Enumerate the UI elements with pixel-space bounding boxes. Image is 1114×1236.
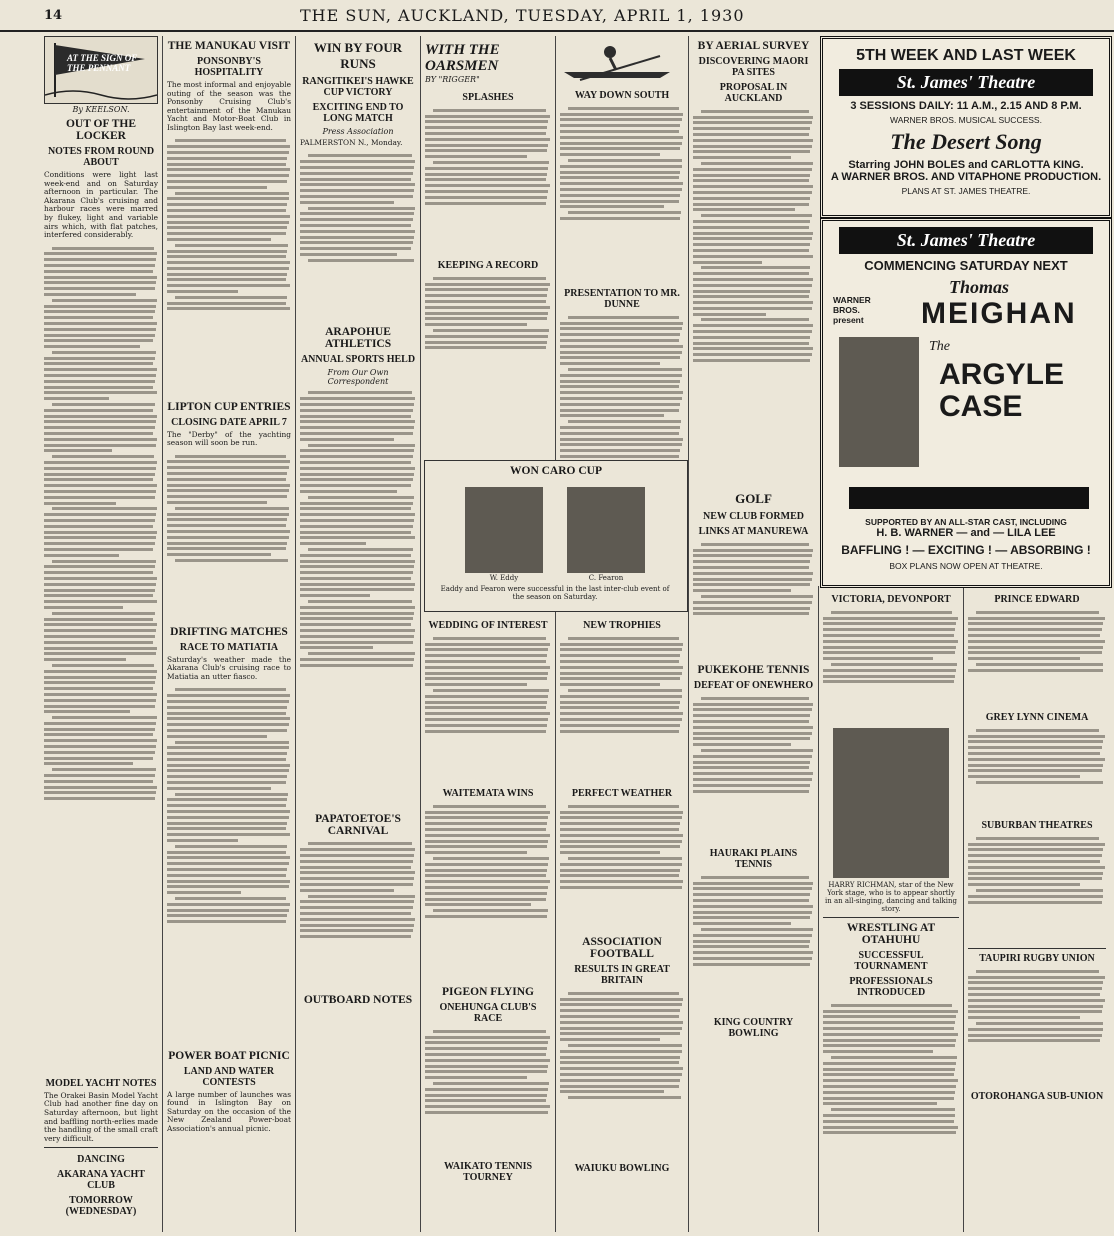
headline: PAPATOETOE'S CARNIVAL	[315, 812, 401, 837]
column-1	[44, 36, 158, 1232]
headline: OUTBOARD NOTES	[303, 993, 413, 1006]
page-number: 14	[44, 8, 63, 23]
column-rule	[162, 36, 163, 1232]
column-3	[300, 36, 416, 1232]
subheadline: LAND AND WATER CONTESTS	[183, 1065, 275, 1088]
column-7	[823, 590, 959, 1230]
article-body-block	[425, 106, 551, 256]
headline: THE MANUKAU VISIT	[167, 40, 291, 52]
article-body-block	[693, 694, 814, 844]
subheadline: ONEHUNGA CLUB'S RACE	[439, 1002, 537, 1024]
subheadline: NOTES FROM ROUND ABOUT	[47, 146, 155, 168]
column-8	[968, 590, 1106, 1230]
column-6	[693, 36, 814, 1232]
caro-cup-feature	[424, 460, 688, 612]
presents: WARNER BROS. MUSICAL SUCCESS.	[890, 115, 1042, 125]
article-body-block	[560, 634, 684, 784]
theatre-name: St. James' Theatre	[839, 227, 1093, 254]
article-body-block	[968, 608, 1106, 708]
notice-heading: DANCING	[77, 1154, 125, 1166]
article-text: Conditions were light last week-end and on Saturday afternoon in particular. The Akarana Club's cruising and harbour races were marred by flukey, light and variable airs which, with flat patches, interfered considerably.	[44, 170, 158, 240]
star-first: Thomas	[949, 277, 1010, 297]
headline: LIPTON CUP ENTRIES	[167, 400, 291, 413]
article-body-block	[693, 540, 814, 660]
column-rule	[688, 36, 689, 1232]
subheadline: PONSONBY'S HOSPITALITY	[194, 56, 264, 78]
headline: WAIKATO TENNIS TOURNEY	[443, 1161, 533, 1183]
column-rule	[555, 36, 556, 1232]
photo-caption: HARRY RICHMAN, star of the New York stage, who is to appear shortly in an all-singing, dancing and talking story.	[824, 881, 957, 913]
film-title: The Desert Song	[890, 129, 1042, 154]
pennant-logo-text: AT THE SIGN OF THE PENNANT	[67, 53, 138, 73]
headline: OUT OF THE LOCKER	[65, 118, 137, 142]
subheadline: PROFESSIONALS INTRODUCED	[849, 976, 933, 998]
feature-caption: Eaddy and Fearon were successful in the last inter-club event of the season on Saturday.	[440, 585, 670, 601]
dateline: From Our Own Correspondent	[327, 367, 389, 386]
photo-caption: C. Fearon	[588, 574, 624, 582]
article-body-block	[425, 802, 551, 982]
headline: PUKEKOHE TENNIS	[697, 664, 810, 676]
headline: KEEPING A RECORD	[437, 260, 539, 271]
oarsmen-logo-text: WITH THE OARSMEN	[425, 42, 500, 74]
photo-harry-richman	[833, 728, 949, 878]
article-body-block	[425, 1027, 551, 1157]
article-text: A large number of launches was found in Islington Bay on Saturday on the occasion of the New Zealand Power-boat Association's annual picnic.	[167, 1089, 291, 1133]
headline: WRESTLING AT OTAHUHU	[823, 917, 959, 946]
article-body-block	[693, 873, 814, 1013]
photo-fearon	[567, 487, 645, 573]
oarsmen-logo	[425, 36, 551, 88]
star-last: MEIGHAN	[921, 297, 1077, 330]
photo-eddy	[465, 487, 543, 573]
headline: NEW TROPHIES	[583, 620, 661, 631]
theatre-name: St. James' Theatre	[839, 69, 1093, 96]
article-body-block	[300, 389, 416, 809]
headline: OTOROHANGA SUB-UNION	[970, 1091, 1104, 1102]
headline: DRIFTING MATCHES	[170, 625, 288, 638]
subheadline: NEW CLUB FORMED	[703, 511, 804, 522]
column-rule	[818, 586, 819, 1232]
headline: WON CARO CUP	[510, 465, 602, 477]
notice-org: AKARANA YACHT CLUB	[57, 1169, 145, 1192]
subheadline: DISCOVERING MAORI PA SITES	[698, 56, 809, 78]
article-body-block	[823, 1001, 959, 1201]
ad-desert-song	[820, 36, 1112, 218]
subheadline: ANNUAL SPORTS HELD	[300, 353, 416, 365]
article-body-block	[968, 967, 1106, 1087]
article-body-block	[44, 244, 158, 1074]
subheadline: RACE TO MATIATIA	[179, 641, 279, 653]
column-rule	[420, 36, 421, 1232]
headline: PRESENTATION TO MR. DUNNE	[564, 288, 680, 310]
pennant-logo	[44, 36, 158, 104]
headline: PRINCE EDWARD	[994, 594, 1080, 605]
subheadline: DEFEAT OF ONEWHERO	[693, 680, 814, 691]
column-rule	[963, 586, 964, 1232]
headline: WIN BY FOUR RUNS	[313, 40, 403, 71]
article-body-block	[693, 107, 814, 487]
byline: By KEELSON.	[72, 105, 130, 114]
dancing-notice	[44, 1147, 158, 1217]
masthead-title: THE SUN, AUCKLAND, TUESDAY, APRIL 1, 1930	[300, 6, 745, 25]
column-4-lower	[425, 616, 551, 1232]
subheadline: RANGITIKEI'S HAWKE CUP VICTORY	[302, 76, 414, 98]
headline: HAURAKI PLAINS TENNIS	[709, 848, 798, 870]
article-body-block	[167, 452, 291, 622]
portrait-meighan	[839, 337, 919, 467]
headline: WEDDING OF INTEREST	[428, 620, 548, 631]
article-body-block	[167, 137, 291, 397]
headline: ASSOCIATION FOOTBALL	[582, 936, 662, 960]
ad-banner: 5TH WEEK AND LAST WEEK	[856, 47, 1076, 64]
supported: SUPPORTED BY AN ALL-STAR CAST, INCLUDING	[865, 517, 1067, 527]
headline: WAITEMATA WINS	[442, 788, 534, 799]
headline: KING COUNTRY BOWLING	[713, 1017, 794, 1039]
article-text: PALMERSTON N., Monday.	[300, 138, 403, 147]
article-text: The most informal and enjoyable outing of the season was the Ponsonby Cruising Club's entertainment of the Manukau Yacht and Motor-Boat Club in Islington Bay last week-end.	[167, 80, 291, 132]
subheadline: SUCCESSFUL TOURNAMENT	[854, 950, 928, 972]
article-text: The "Derby" of the yachting season will soon be run.	[167, 429, 291, 448]
byline: BY "RIGGER"	[425, 75, 480, 84]
vitaphone-banner	[849, 487, 1089, 509]
article-body-block	[300, 840, 416, 990]
article-body-block	[823, 608, 959, 728]
headline: SUBURBAN THEATRES	[981, 820, 1093, 831]
article-body-block	[560, 989, 684, 1159]
article-body-block	[300, 152, 416, 322]
box-plans: BOX PLANS NOW OPEN AT THEATRE.	[889, 561, 1043, 571]
headline: MODEL YACHT NOTES	[45, 1077, 157, 1089]
film-article: The	[929, 339, 950, 354]
headline: BY AERIAL SURVEY	[697, 40, 810, 52]
photo-caption: W. Eddy	[489, 574, 519, 582]
subheadline: RESULTS IN GREAT BRITAIN	[574, 964, 670, 986]
subheadline: LINKS AT MANUREWA	[698, 526, 809, 537]
column-2	[167, 36, 291, 1232]
headline: WAY DOWN SOUTH	[574, 90, 670, 101]
rower-illustration-icon	[560, 36, 680, 82]
stars: Starring JOHN BOLES and CARLOTTA KING.	[848, 159, 1084, 171]
subheadline: CLOSING DATE APRIL 7	[171, 416, 287, 428]
column-5-lower	[560, 616, 684, 1232]
article-body-block	[968, 834, 1106, 944]
headline: TAUPIRI RUGBY UNION	[968, 948, 1106, 964]
headline: ARAPOHUE ATHLETICS	[324, 325, 392, 350]
headline: POWER BOAT PICNIC	[168, 1049, 290, 1062]
article-body-block	[560, 104, 684, 284]
ad-argyle-case	[820, 218, 1112, 588]
headline: VICTORIA, DEVONPORT	[831, 594, 951, 605]
ad-artwork	[829, 277, 1103, 513]
plans: PLANS AT ST. JAMES THEATRE.	[901, 186, 1031, 196]
sessions: 3 SESSIONS DAILY: 11 A.M., 2.15 AND 8 P.M.	[850, 100, 1082, 112]
article-body-block	[425, 274, 551, 394]
presenter: WARNER BROS. present	[833, 295, 871, 325]
production: A WARNER BROS. AND VITAPHONE PRODUCTION.	[830, 171, 1102, 183]
headline: SPLASHES	[462, 92, 514, 103]
notice-day: TOMORROW (WEDNESDAY)	[65, 1195, 137, 1218]
headline: WAIUKU BOWLING	[574, 1163, 670, 1174]
headline: PERFECT WEATHER	[571, 788, 673, 799]
masthead	[0, 0, 1114, 32]
article-text: Saturday's weather made the Akarana Club's cruising race to Matiatia an utter fiasco.	[167, 654, 291, 681]
article-body-block	[560, 802, 684, 932]
column-rule	[295, 36, 296, 1232]
film-title: ARGYLE CASE	[939, 358, 1065, 423]
headline: GREY LYNN CINEMA	[985, 712, 1089, 723]
subheadline: PROPOSAL IN AUCKLAND	[719, 82, 788, 104]
article-text: The Orakei Basin Model Yacht Club had another fine day on Saturday afternoon, but light and baffling north-erlies made the handling of the small craft very difficult.	[44, 1090, 158, 1143]
article-body-block	[968, 726, 1106, 816]
headline: PIGEON FLYING	[442, 986, 534, 998]
commencing: COMMENCING SATURDAY NEXT	[864, 258, 1068, 273]
article-body-block	[425, 634, 551, 784]
cast: H. B. WARNER — and — LILA LEE	[876, 527, 1056, 539]
article-body-block	[167, 686, 291, 1046]
subheadline: EXCITING END TO LONG MATCH	[312, 102, 404, 124]
headline: GOLF	[735, 491, 772, 506]
dateline: Press Association	[322, 127, 394, 136]
tagline: BAFFLING ! — EXCITING ! — ABSORBING !	[841, 543, 1091, 557]
